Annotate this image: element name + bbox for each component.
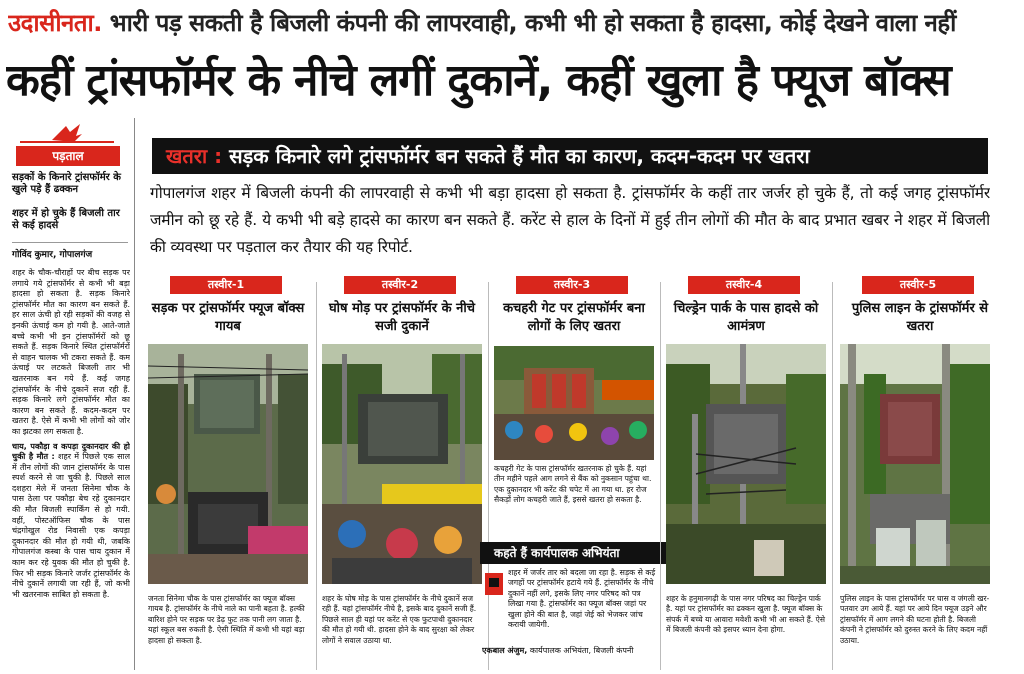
banner-label: खतरा : bbox=[166, 144, 223, 168]
danger-banner bbox=[152, 138, 988, 174]
sidebar-article-body bbox=[12, 268, 130, 668]
sidebar-paragraph-2 bbox=[12, 442, 130, 601]
sidebar-paragraph-lead: चाय, पकौड़ा व कपड़ा दुकानदार की हो चुकी है मौत : bbox=[12, 441, 130, 462]
photo-description: जनता सिनेमा चौक के पास ट्रांसफॉर्मर का फ्यूज बॉक्स गायब है. ट्रांसफॉर्मर के नीचे नाले का पानी बहता है. हल्की बारिश होने पर सड़क पर डेढ़ फुट तक पानी लग जाता है. यहां स्कूल बस रुकती है. ऐसी स्थिति में कभी भी यहां बड़ा हादसा हो सकता है. bbox=[148, 594, 305, 645]
photo-caption: सड़क पर ट्रांसफॉर्मर फ्यूज बॉक्स गायब bbox=[151, 301, 305, 334]
officer-name: एकबाल अंजुम, bbox=[482, 646, 528, 655]
kicker-label: उदासीनता. bbox=[8, 9, 102, 37]
padtal-badge: पड़ताल bbox=[16, 146, 120, 166]
photo-tag: तस्वीर-2 bbox=[344, 276, 456, 294]
photo-divider bbox=[832, 282, 833, 670]
transformer-photo-4 bbox=[666, 344, 826, 584]
kicker-text: भारी पड़ सकती है बिजली कंपनी की लापरवाही, कभी भी हो सकता है हादसा, कोई देखने वाला नहीं bbox=[109, 9, 956, 37]
quote-icon bbox=[484, 572, 504, 596]
photo-divider bbox=[316, 282, 317, 670]
photo-tag: तस्वीर-3 bbox=[516, 276, 628, 294]
banner-text: सड़क किनारे लगे ट्रांसफॉर्मर बन सकते हैं मौत का कारण, कदम-कदम पर खतरा bbox=[229, 144, 810, 168]
transformer-photo-3 bbox=[494, 346, 654, 460]
sidebar-paragraph-1: शहर के चौक-चौराहों पर बीच सड़क पर लगाये गये ट्रांसफॉर्मर से कभी भी बड़ा हादसा हो सकता है. सड़क किनारे ट्रांसफॉर्मर मौत का कारण बन सकते हैं. हर साल ऊंची हो रही सड़कों की वजह से इनकी ऊंचाई कम हो गयी है. आते-जाते बच्चे कभी भी इन ट्रांसफॉर्मरों को छू सकते हैं. सड़क किनारे स्थित ट्रांसफॉर्मरों से वाहन चालक भी टकरा सकते हैं. कम ऊंचाई पर लटकते बिजली तार भी खतरनाक बन गये हैं. कई जगह ट्रांसफॉर्मर के नीचे दुकानें सज रही हैं. सड़क किनारे लगे ट्रांसफॉर्मर मौत का कारण बन सकते हैं. कदम-कदम पर खतरा है. ऐसे में कभी भी लोगों को जोर का झटका लग सकता है. bbox=[12, 268, 130, 436]
officer-signature bbox=[482, 645, 662, 657]
photo-description: पुलिस लाइन के पास ट्रांसफॉर्मर पर घास व जंगली खर-पतवार उग आये हैं. यहां पर आये दिन फ्यूज उड़ने और ट्रांसफॉर्मर में आग लगने की घटना होती है. बिजली कंपनी ने ट्रांसफॉर्मर को दुरुस्त करने के लिए कदम नहीं उठाया. bbox=[840, 594, 990, 645]
photo-caption: चिल्ड्रेन पार्क के पास हादसे को आमंत्रण bbox=[673, 301, 819, 334]
photo-tag: तस्वीर-4 bbox=[688, 276, 800, 294]
photo-caption: कचहरी गेट पर ट्रांसफॉर्मर बना लोगों के लिए खतरा bbox=[503, 301, 645, 334]
photo-caption: पुलिस लाइन के ट्रांसफॉर्मर से खतरा bbox=[851, 301, 989, 334]
byline: गोविंद कुमार, गोपालगंज bbox=[12, 250, 93, 260]
sidebar-divider bbox=[12, 242, 128, 243]
transformer-photo-2 bbox=[322, 344, 482, 584]
photo-caption: घोष मोड़ पर ट्रांसफॉर्मर के नीचे सजी दुकानें bbox=[329, 301, 475, 334]
photo-divider bbox=[660, 282, 661, 670]
photo-divider bbox=[488, 282, 489, 670]
kicker-line bbox=[8, 6, 1018, 42]
prabhat-khabar-logo-icon bbox=[16, 122, 118, 144]
transformer-photo-5 bbox=[840, 344, 1000, 584]
intro-paragraph: गोपालगंज शहर में बिजली कंपनी की लापरवाही से कभी भी बड़ा हादसा हो सकता है. ट्रांसफॉर्मर के कहीं तार जर्जर हो चुके हैं, तो कई जगह ट्रांसफॉर्मर जमीन को छू रहे हैं. ये कभी भी बड़े हादसे का कारण बन सकते हैं. करेंट से हाल के दिनों में हुई तीन लोगों की मौत के बाद प्रभात खबर ने शहर में बिजली की व्यवस्था पर पड़ताल कर तैयार की यह रिपोर्ट. bbox=[150, 184, 990, 256]
officer-quote-title: कहते हैं कार्यपालक अभियंता bbox=[480, 542, 668, 564]
photo-description: कचहरी गेट के पास ट्रांसफॉर्मर खतरनाक हो चुके हैं. यहां तीन महीने पहले आग लगने से बैंक को नुकसान पहुंचा था. एक दुकानदार भी करेंट की चपेट में आ गया था. हर रोज सैकड़ों लोग कचहरी जाते हैं, इससे खतरा हो सकता है. bbox=[494, 464, 652, 505]
photo-tag: तस्वीर-1 bbox=[170, 276, 282, 294]
sidebar-subheading-2: शहर में हो चुके हैं बिजली तार से कई हादसे bbox=[12, 208, 120, 231]
transformer-photo-1 bbox=[148, 344, 308, 584]
sidebar-subheading-1: सड़कों के किनारे ट्रांसफॉर्मर के खुले पड़े हैं ढक्कन bbox=[12, 172, 121, 195]
photo-tag: तस्वीर-5 bbox=[862, 276, 974, 294]
officer-designation: कार्यपालक अभियंता, बिजली कंपनी bbox=[529, 646, 634, 655]
headline: कहीं ट्रांसफॉर्मर के नीचे लगीं दुकानें, कहीं खुला है फ्यूज बॉक्स bbox=[6, 55, 951, 106]
column-divider bbox=[134, 118, 135, 670]
officer-quote-text: शहर में जर्जर तार को बदला जा रहा है. सड़क से कई जगहों पर ट्रांसफॉर्मर हटाये गये हैं. ट्रांसफॉर्मर के नीचे दुकानें नहीं लगे, इसके लिए नगर परिषद को पत्र लिखा गया है. ट्रांसफॉर्मर का फ्यूज बॉक्स जहां पर खुला होने की बात है, जहां जेई को भेजकर जांच करायी जायेगी. bbox=[508, 568, 656, 630]
photo-description: शहर के हनुमानगढ़ी के पास नगर परिषद का चिल्ड्रेन पार्क है. यहां पर ट्रांसफॉर्मर का ढक्कन खुला है. फ्यूज बॉक्स के संपर्क में बच्चे या आवारा मवेशी कभी भी आ सकते हैं. ऐसे में बिजली कंपनी को इसपर ध्यान देना होगा. bbox=[666, 594, 825, 635]
sidebar-paragraph-2-text: शहर में पिछले एक साल में तीन लोगों की जान ट्रांसफॉर्मर के पास स्पर्श करने से जा चुकी है. पिछले साल दशहरा मेले में जनता सिनेमा चौक के पास ठेला पर पकौड़ा बेच रहे दुकानदार की मौत बिजली स्पार्किंग से हो गयी. वहीं, पोस्टऑफिस चौक के पास चंद्रगोखुल रोड निवासी एक कपड़ा दुकानदार की मौत हो गयी थी, जबकि गोपालगंज कस्बा के पास चाय दुकान में काम कर रहे युवक की मौत हो चुकी है. फिर भी सड़क किनारे जर्जर ट्रांसफॉर्मर के नीचे दुकानें लगायी जा रही हैं, जो कभी भी खतरनाक साबित हो सकता है. bbox=[12, 452, 130, 599]
photo-description: शहर के घोष मोड़ के पास ट्रांसफॉर्मर के नीचे दुकानें सज रही हैं. यहां ट्रांसफॉर्मर नीचे है, इसके बाद दुकानें सजी हैं. पिछले साल ही यहां पर करेंट से एक फुटपाथी दुकानदार की मौत हो गयी थी. हादसा होने के बाद सुरक्षा को लेकर लोगों ने सवाल उठाया था. bbox=[322, 594, 477, 645]
